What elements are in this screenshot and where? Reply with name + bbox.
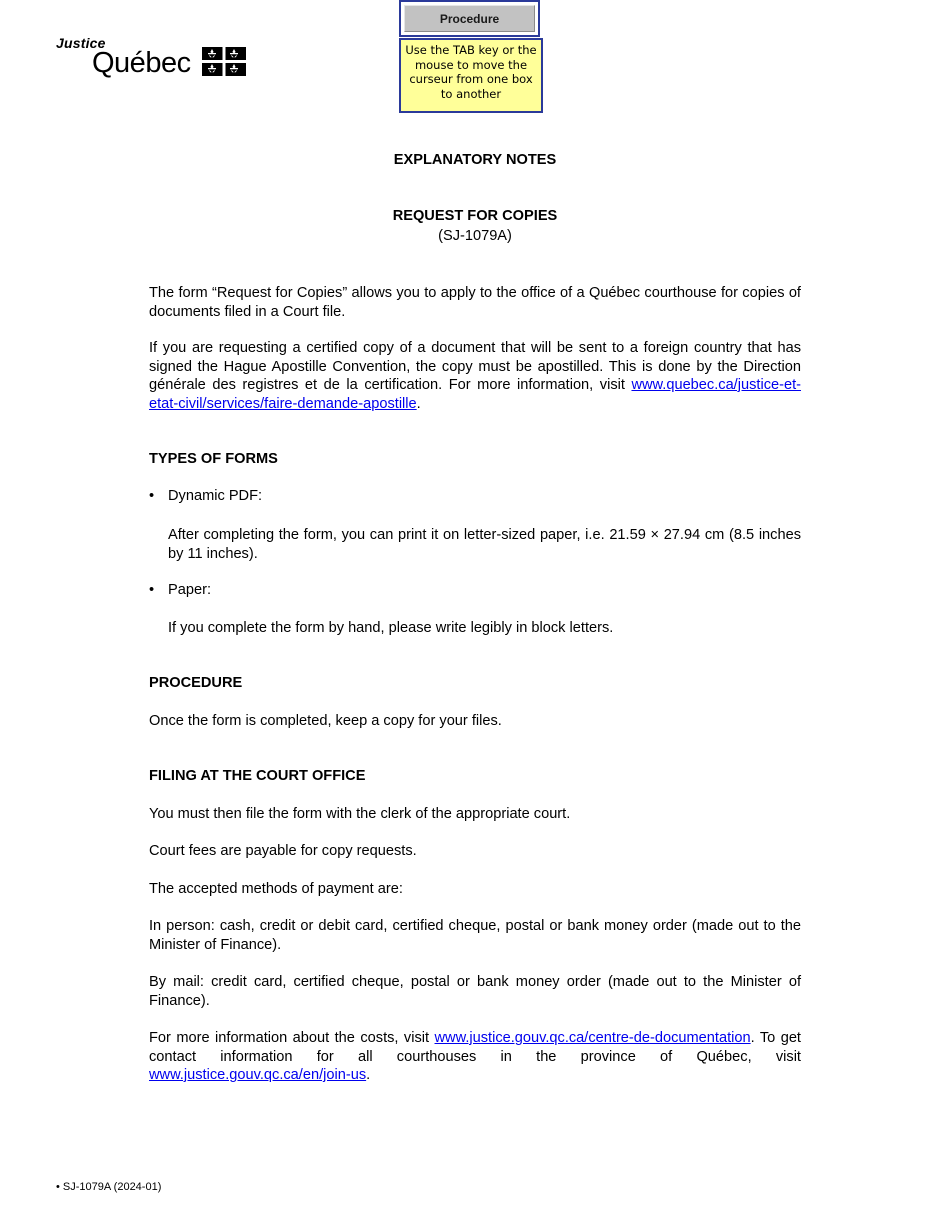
form-title: REQUEST FOR COPIES (392, 208, 558, 224)
more-info-paragraph (149, 1029, 801, 1085)
payment-by-mail: By mail: credit card, certified cheque, postal or bank money order (made out to the Minister of Finance). (149, 974, 801, 1009)
filing-paragraph-2: Court fees are payable for copy requests. (149, 843, 417, 859)
procedure-text: Once the form is completed, keep a copy for your files. (149, 713, 502, 729)
form-code: (SJ-1079A) (438, 228, 512, 244)
payment-in-person: In person: cash, credit or debit card, certified cheque, postal or bank money order (made out to the Minister of Finance). (149, 918, 801, 953)
quebec-flag-icon (202, 47, 246, 76)
documentation-link[interactable]: www.justice.gouv.qc.ca/centre-de-documentation (434, 1030, 751, 1046)
intro-paragraph: The form “Request for Copies” allows you to apply to the office of a Québec courthouse for copies of documents filed in a Court file. (149, 285, 801, 320)
dynamic-pdf-label: Dynamic PDF: (168, 488, 263, 504)
explanatory-notes-heading: EXPLANATORY NOTES (393, 152, 557, 168)
paper-text: If you complete the form by hand, please write legibly in block letters. (168, 620, 614, 636)
justice-quebec-logo (55, 35, 250, 85)
footer-form-code: • SJ-1079A (2024-01) (56, 1181, 162, 1193)
apostille-paragraph (149, 339, 801, 413)
procedure-button-label: Procedure (404, 5, 535, 32)
bullet-icon: • (149, 488, 155, 504)
more-info-text-c: . (366, 1067, 371, 1083)
logo-quebec-word: Québec (92, 47, 191, 79)
join-us-link[interactable]: www.justice.gouv.qc.ca/en/join-us (149, 1067, 367, 1083)
apostille-link[interactable]: www.quebec.ca/justice-et-etat-civil/services/faire-demande-apostille (149, 377, 801, 412)
bullet-icon: • (149, 582, 155, 598)
apostille-text: If you are requesting a certified copy of a document that will be sent to a foreign country that has signed the Hague Apostille Convention, the copy must be apostilled. This is done by the Direction générale des registres et de la certification. For more information, visit (149, 340, 801, 393)
navigation-hint-box: Use the TAB key or the mouse to move the curseur from one box to another (399, 38, 543, 113)
procedure-heading: PROCEDURE (149, 675, 243, 691)
filing-paragraph-1: You must then file the form with the clerk of the appropriate court. (149, 806, 571, 822)
paper-label: Paper: (168, 582, 211, 598)
filing-paragraph-3: The accepted methods of payment are: (149, 881, 403, 897)
filing-heading: FILING AT THE COURT OFFICE (149, 768, 366, 784)
logo-justice-word: Justice (56, 35, 106, 51)
types-of-forms-heading: TYPES OF FORMS (149, 451, 278, 467)
more-info-text-a: For more information about the costs, visit (149, 1030, 435, 1046)
apostille-end: . (416, 395, 421, 412)
procedure-button[interactable] (399, 0, 540, 37)
more-info-text-b: . To get contact information for all courthouses in the province of Québec, visit (149, 1030, 801, 1065)
dynamic-pdf-text: After completing the form, you can print it on letter-sized paper, i.e. 21.59 × 27.94 cm (8.5 inches by 11 inches). (168, 527, 801, 562)
